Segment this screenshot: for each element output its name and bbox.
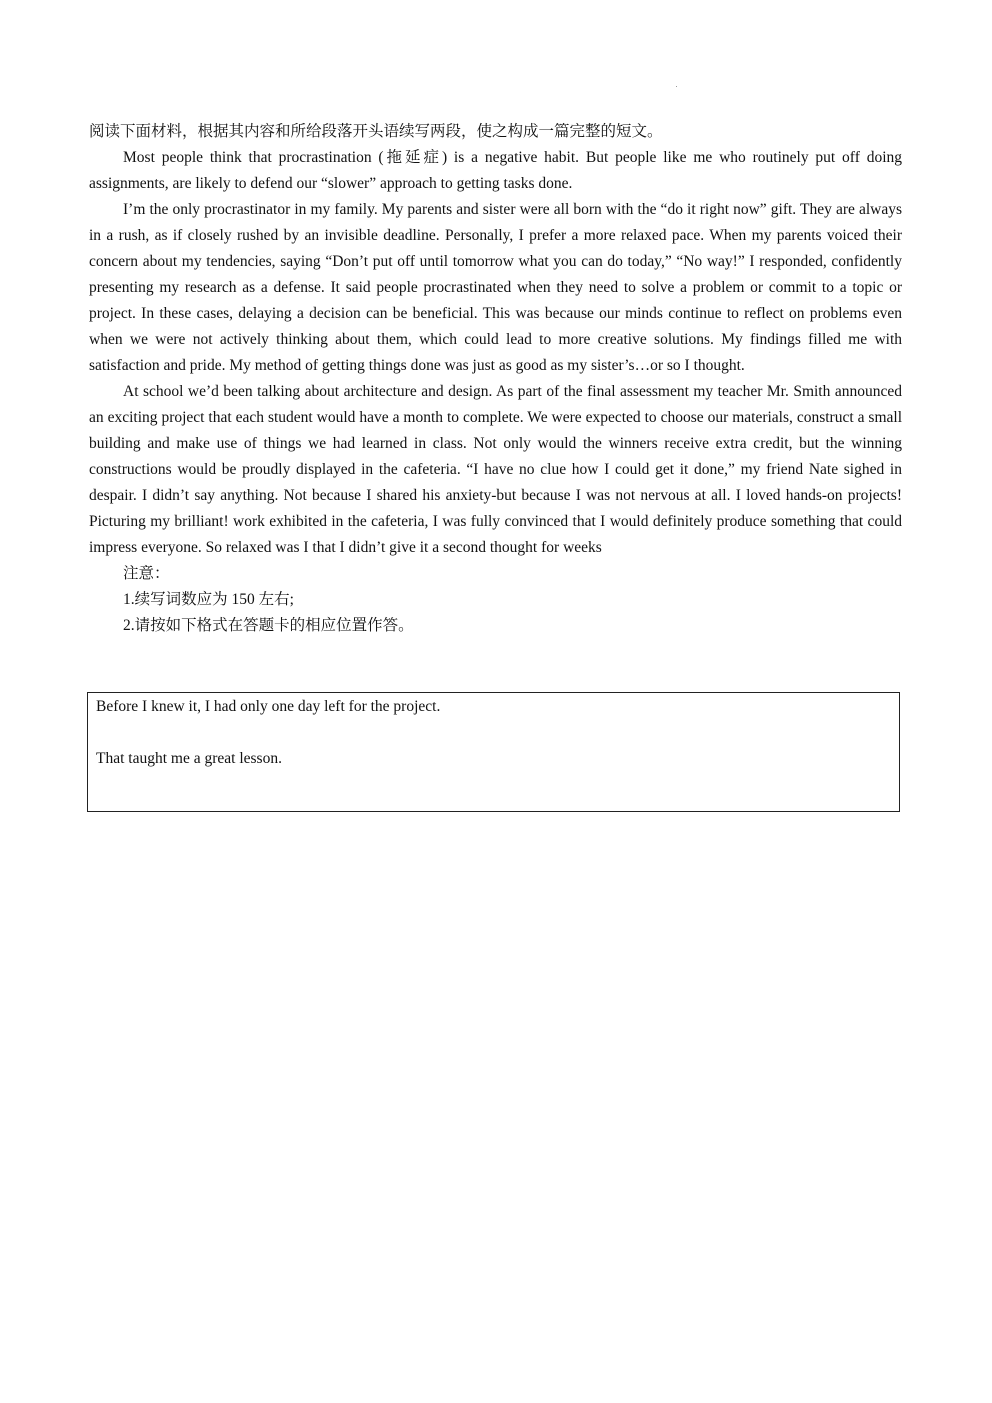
paragraph-3: At school we’d been talking about architecture and design. As part of the final assessment my teacher Mr. Smith announced an exciting project that each student would have a month to complete. We were expected to choose our materials, construct a small building and make use of things we had learned in class. Not only would the winners receive extra credit, but the winning constructions would be proudly displayed in the cafeteria. “I have no clue how I could get it done,” my friend Nate sighed in despair. I didn’t say anything. Not because I shared his anxiety-but because I was not nervous at all. I loved hands-on projects! Picturing my brilliant! work exhibited in the cafeteria, I was fully convinced that I would definitely produce something that could impress everyone. So relaxed was I that I didn’t give it a second thought for weeks bbox=[89, 383, 902, 556]
answer-spacer bbox=[96, 720, 891, 746]
notes-heading: 注意： bbox=[123, 565, 170, 582]
task-instruction: 阅读下面材料，根据其内容和所给段落开头语续写两段，使之构成一篇完整的短文。 bbox=[89, 123, 663, 140]
scan-dot bbox=[676, 86, 677, 87]
note-item-1: 1.续写词数应为 150 左右; bbox=[123, 591, 294, 608]
reading-material bbox=[89, 119, 902, 639]
note-item-2: 2.请按如下格式在答题卡的相应位置作答。 bbox=[123, 617, 414, 634]
answer-format-box bbox=[87, 692, 900, 812]
paragraph-2: I’m the only procrastinator in my family. My parents and sister were all born with the “do it right now” gift. They are always in a rush, as if closely rushed by an invisible deadline. Personally, I prefer a more relaxed pace. When my parents voiced their concern about my tendencies, saying “Don’t put off until tomorrow what you can do today,” “No way!” I responded, confidently presenting my research as a defense. It said people procrastinated when they need to solve a problem or commit to a topic or project. In these cases, delaying a decision can be beneficial. This was because our minds continue to reflect on problems even when we were not actively thinking about them, which could lead to more creative solutions. My findings filled me with satisfaction and pride. My method of getting things done was just as good as my sister’s…or so I thought. bbox=[89, 201, 902, 374]
answer-opening-1: Before I knew it, I had only one day left for the project. bbox=[96, 698, 441, 715]
answer-opening-2: That taught me a great lesson. bbox=[96, 750, 282, 767]
paragraph-1: Most people think that procrastination (拖延症) is a negative habit. But people like me who routinely put off doing assignments, are likely to defend our “slower” approach to getting tasks done. bbox=[89, 149, 902, 192]
